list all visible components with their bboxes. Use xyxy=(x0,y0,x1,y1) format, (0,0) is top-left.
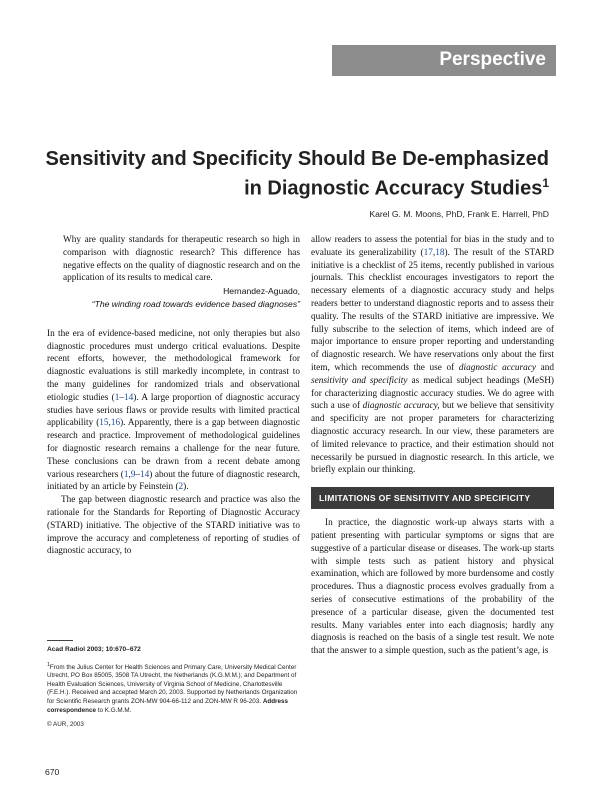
article-title xyxy=(29,147,549,201)
epigraph-author: Hernandez-Aguado, xyxy=(223,286,300,297)
reference-link[interactable]: 1 xyxy=(114,392,120,403)
perspective-band xyxy=(332,45,556,76)
reference-link[interactable]: 1 xyxy=(123,469,129,480)
paragraph: In the era of evidence-based medicine, not only therapies but also diagnostic procedures must undergo critical evaluations. Despite recent efforts, however, the methodological framework for diagnostic evaluations is still markedly incomplete, in contrast to the many guidelines for randomized trials and observational etiologic studies (1–14). A large proportion of diagnostic accuracy studies have serious flaws or provide results with limited practical applicability (15,16). Apparently, there is a gap between diagnostic research and practice. Improvement of methodological guidelines for diagnostic research remains a challenge for the near future. These conclusions can be drawn from a recent debate among various researchers (1,9–14) about the future of diagnostic research, initiated by an article by Feinstein (2). xyxy=(47,328,300,493)
paragraph: In practice, the diagnostic work-up always starts with a patient presenting with particular symptoms or signs that are suggestive of a particular disease or diseases. The work-up starts with simple tests such as patient history and physical examination, which are followed by more burdensome and costly procedures. Thus a diagnostic process evolves gradually from a series of consecutive estimations of the probability of the presence of a particular disease, given the documented test results. Many variables enter into each diagnosis; hardly any diagnosis is reached on the basis of a single test result. We note that the answer to a simple question, such as the patient’s age, is xyxy=(311,518,554,657)
left-column xyxy=(47,234,300,558)
epigraph xyxy=(47,234,300,311)
reference-link[interactable]: 9 xyxy=(130,469,136,480)
affiliation-footnote: $^1$From the Julius Center for Health Sciences and Primary Care, University Medical Center Utrecht, PO Box 85005, 3508 TA Utrecht, the Netherlands (K.G.M.M.); and Department of Health Evaluation Sciences, University of Virginia School of Medicine, Charlottesville (F.E.H.). Received and accepted March 20, 2003. Supported by Netherlands Organization for Scientific Research grants ZON-MW 904-66-112 and ZON-MW R 96-203. Address correspondence to K.G.M.M. xyxy=(47,661,298,714)
footnotes xyxy=(47,646,300,730)
epigraph-source: “The winding road towards evidence based diagnoses” xyxy=(91,298,300,309)
copyright: © AUR, 2003 xyxy=(47,721,84,729)
reference-link[interactable]: 2 xyxy=(178,482,184,493)
footnote-rule xyxy=(47,640,73,641)
reference-link[interactable]: 18 xyxy=(435,247,445,258)
right-column xyxy=(311,234,554,658)
reference-link[interactable]: 16 xyxy=(110,418,121,429)
reference-link[interactable]: 17 xyxy=(423,247,433,258)
reference-link[interactable]: 14 xyxy=(140,469,150,480)
section-label: Perspective xyxy=(439,49,546,70)
reference-link[interactable]: 15 xyxy=(99,418,109,429)
paragraph: The gap between diagnostic research and practice was also the rationale for the Standards for Reporting of Diagnostic Accuracy (STARD) initiative. The objective of the STARD initiative was to improve the accuracy and completeness of reporting of studies of diagnostic accuracy, to xyxy=(47,495,300,557)
page-number: 670 xyxy=(45,767,60,777)
paragraph: allow readers to assess the potential for bias in the study and to evaluate its generalizability (17,18). The result of the STARD initiative is a checklist of 25 items, recently published in various journals. This checklist encourages investigators to report the necessary elements of a diagnostic accuracy study and helps readers better to understand diagnostic reports and to assess their quality. The results of the STARD initiative are impressive. We fully subscribe to the selection of items, which indeed are of major importance to ensure proper reporting and understanding of diagnostic research. We have reservations only about the first item, which recommends the use of diagnostic accuracy and sensitivity and specificity as medical subject headings (MeSH) for characterizing diagnostic accuracy studies. We do agree with such a use of diagnostic accuracy, but we believe that sensitivity and specificity are not proper parameters for characterizing diagnostic accuracy research. In our view, these parameters are of limited relevance to practice, and their estimation should not necessarily be pursued in diagnostic research. In this article, we briefly explain our thinking. xyxy=(311,235,554,476)
author-line: Karel G. M. Moons, PhD, Frank E. Harrell, PhD xyxy=(369,209,549,219)
article-title-text: Sensitivity and Specificity Should Be De-emphasized in Diagnostic Accuracy Studies xyxy=(45,148,549,200)
journal-citation: Acad Radiol 2003; 10:670–672 xyxy=(47,646,141,653)
epigraph-quote: Why are quality standards for therapeutic research so high in comparison with diagnostic research? This difference has negative effects on the quality of diagnostic research and on the application of its results to medical care. xyxy=(63,235,300,284)
title-footnote-marker: 1 xyxy=(542,176,549,190)
reference-link[interactable]: 14 xyxy=(123,392,134,403)
section-heading: LIMITATIONS OF SENSITIVITY AND SPECIFICITY xyxy=(311,487,554,509)
